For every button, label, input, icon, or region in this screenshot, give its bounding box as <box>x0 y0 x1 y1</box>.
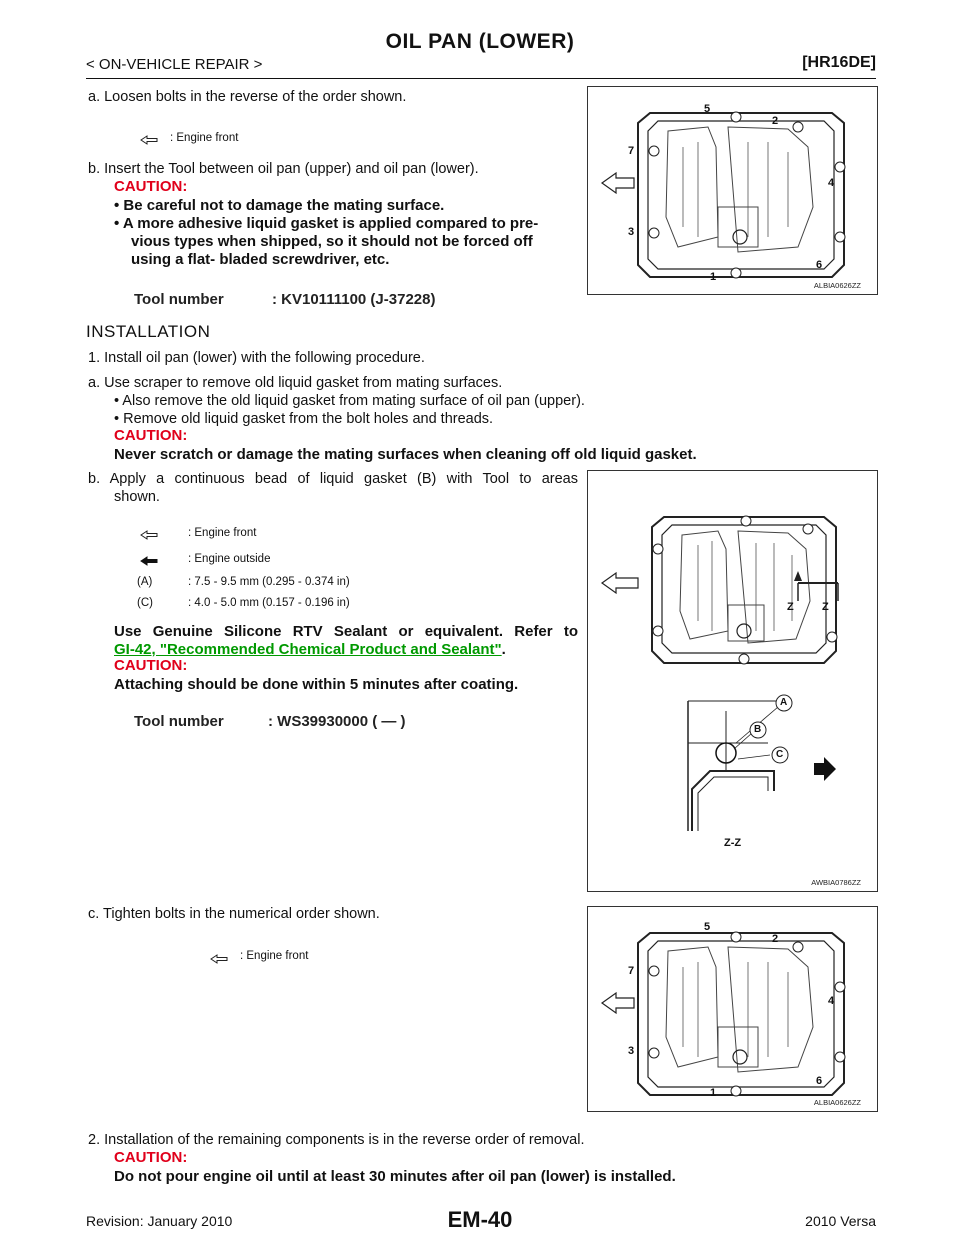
bolt-number: 1 <box>710 271 717 283</box>
legend-engine-front: : Engine front <box>170 132 239 144</box>
caution-text: vious types when shipped, so it should not be forced off <box>131 233 533 250</box>
legend-engine-front: : Engine front <box>240 950 309 962</box>
bolt-number: 3 <box>628 226 635 238</box>
legend-text: : Engine front <box>188 527 257 539</box>
page-title: OIL PAN (LOWER) <box>385 30 575 53</box>
caution-label: CAUTION: <box>114 657 188 674</box>
callout-a: A <box>780 697 788 708</box>
caution-text: Never scratch or damage the mating surfaces when cleaning off old liquid gasket. <box>114 446 697 463</box>
section-view-label: Z-Z <box>724 837 742 849</box>
engine-front-arrow-icon <box>140 132 158 150</box>
install-bullet: • Remove old liquid gasket from the bolt holes and threads. <box>114 411 494 427</box>
legend-text: : 4.0 - 5.0 mm (0.157 - 0.196 in) <box>188 597 350 609</box>
bolt-number: 4 <box>828 995 835 1007</box>
figure-bolt-order-install <box>587 906 878 1112</box>
caution-label: CAUTION: <box>114 1149 188 1166</box>
engine-front-arrow-icon <box>140 527 158 545</box>
figure-id: ALBIA0626ZZ <box>813 281 861 290</box>
model-year: 2010 Versa <box>805 1213 876 1229</box>
install-step-1: 1. Install oil pan (lower) with the following procedure. <box>88 350 425 366</box>
install-step-b-cont: shown. <box>114 489 160 505</box>
bolt-number: 2 <box>772 115 779 127</box>
section-label: < ON-VEHICLE REPAIR > <box>86 56 263 73</box>
oil-pan-diagram <box>588 907 877 1111</box>
bolt-number: 7 <box>628 965 635 977</box>
sealant-reference-link[interactable]: GI-42, "Recommended Chemical Product and Sealant" <box>114 641 502 658</box>
tool-number-label: Tool number <box>134 291 224 308</box>
install-step-2: 2. Installation of the remaining components is in the reverse order of removal. <box>88 1132 585 1148</box>
sealant-period: . <box>501 641 506 658</box>
install-step-c: c. Tighten bolts in the numerical order shown. <box>88 906 380 922</box>
bolt-number: 3 <box>628 1045 635 1057</box>
legend-text: : Engine outside <box>188 553 271 565</box>
install-step-a: a. Use scraper to remove old liquid gasket from mating surfaces. <box>88 375 503 391</box>
bolt-number: 5 <box>704 103 711 115</box>
caution-text: Attaching should be done within 5 minutes after coating. <box>114 676 519 693</box>
gasket-diagram <box>588 471 877 891</box>
caution-text: • A more adhesive liquid gasket is applied compared to pre- <box>114 215 539 232</box>
section-marker-z: Z <box>822 601 829 613</box>
caution-label: CAUTION: <box>114 427 188 444</box>
bolt-number: 6 <box>816 259 823 271</box>
bolt-number: 7 <box>628 145 635 157</box>
header-rule <box>86 78 876 79</box>
figure-id: AWBIA0786ZZ <box>811 878 861 887</box>
caution-text: using a flat- bladed screwdriver, etc. <box>131 251 390 268</box>
caution-text: Do not pour engine oil until at least 30 minutes after oil pan (lower) is installed. <box>114 1168 676 1185</box>
callout-c: C <box>776 749 784 760</box>
legend-key: (A) <box>137 576 153 588</box>
install-bullet: • Also remove the old liquid gasket from mating surface of oil pan (upper). <box>114 393 585 409</box>
bolt-number: 5 <box>704 921 711 933</box>
section-marker-z: Z <box>787 601 794 613</box>
figure-bolt-order-removal <box>587 86 878 295</box>
bolt-number: 2 <box>772 933 779 945</box>
tool-number-value: : WS39930000 ( — ) <box>268 713 406 730</box>
installation-heading: INSTALLATION <box>86 322 211 341</box>
figure-id: ALBIA0626ZZ <box>813 1098 861 1107</box>
caution-label: CAUTION: <box>114 178 188 195</box>
removal-step-a: a. Loosen bolts in the reverse of the order shown. <box>88 89 407 105</box>
tool-number-value: : KV10111100 (J-37228) <box>272 291 436 308</box>
caution-text: • Be careful not to damage the mating surface. <box>114 197 445 214</box>
engine-front-arrow-icon <box>210 951 228 969</box>
bolt-number: 1 <box>710 1087 717 1099</box>
sealant-text: Use Genuine Silicone RTV Sealant or equivalent. Refer to <box>114 623 578 640</box>
engine-code: [HR16DE] <box>802 54 876 71</box>
oil-pan-diagram <box>588 87 877 294</box>
removal-step-b: b. Insert the Tool between oil pan (upper) and oil pan (lower). <box>88 161 479 177</box>
figure-liquid-gasket <box>587 470 878 892</box>
bolt-number: 4 <box>828 177 835 189</box>
legend-key: (C) <box>137 597 153 609</box>
revision-date: Revision: January 2010 <box>86 1213 233 1229</box>
page-number: EM-40 <box>447 1207 513 1232</box>
legend-text: : 7.5 - 9.5 mm (0.295 - 0.374 in) <box>188 576 350 588</box>
tool-number-label: Tool number <box>134 713 224 730</box>
engine-outside-arrow-icon <box>140 553 158 571</box>
callout-b: B <box>754 724 762 735</box>
install-step-b: b. Apply a continuous bead of liquid gasket (B) with Tool to areas <box>88 471 578 487</box>
bolt-number: 6 <box>816 1075 823 1087</box>
